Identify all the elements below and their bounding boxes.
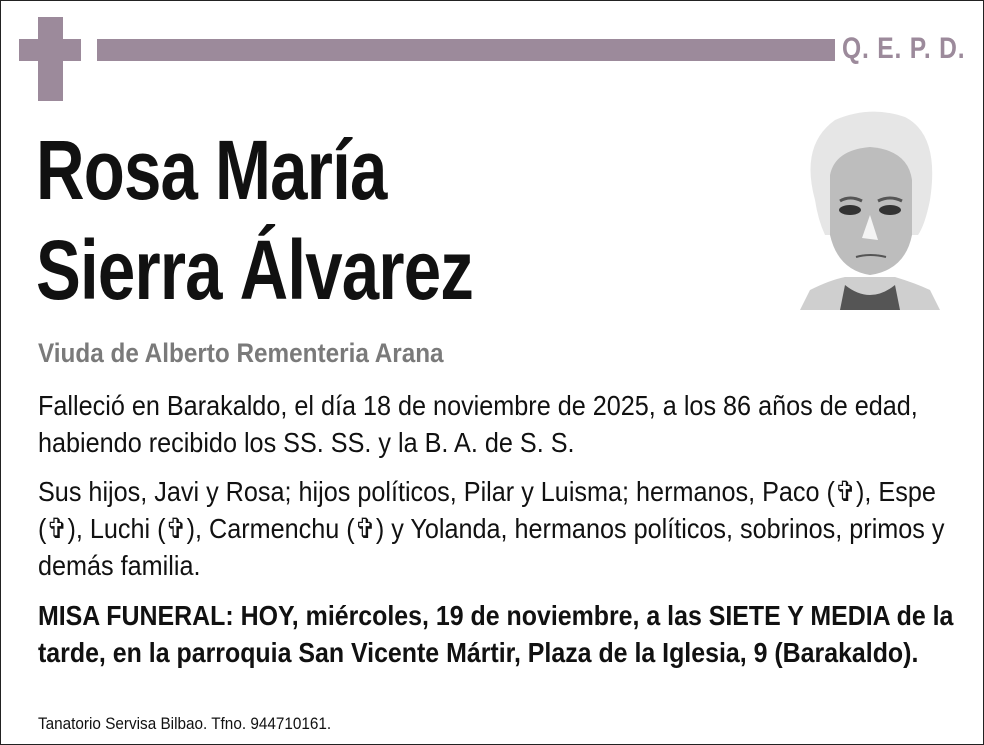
qepd-label: Q. E. P. D.	[842, 32, 966, 65]
name-line-1: Rosa María	[36, 123, 387, 217]
funeral-paragraph: MISA FUNERAL: HOY, miércoles, 19 de noviembre, a las SIETE Y MEDIA de la tarde, en la parroquia San Vicente Mártir, Plaza de la Iglesia, 9 (Barakaldo).	[38, 600, 954, 668]
name-line-2: Sierra Álvarez	[36, 223, 474, 317]
family-paragraph: Sus hijos, Javi y Rosa; hijos políticos, Pilar y Luisma; hermanos, Paco (✞), Espe (✞), Luchi (✞), Carmenchu (✞) y Yolanda, hermanos políticos, sobrinos, primos y demás familia.	[38, 476, 945, 581]
funeral-home-footer: Tanatorio Servisa Bilbao. Tfno. 944710161.	[38, 714, 332, 733]
portrait-photo	[790, 105, 950, 310]
death-paragraph: Falleció en Barakaldo, el día 18 de noviembre de 2025, a los 86 años de edad, habiendo recibido los SS. SS. y la B. A. de S. S.	[38, 390, 918, 458]
subtitle-widow: Viuda de Alberto Rementeria Arana	[38, 338, 444, 368]
header-bar	[97, 39, 835, 61]
